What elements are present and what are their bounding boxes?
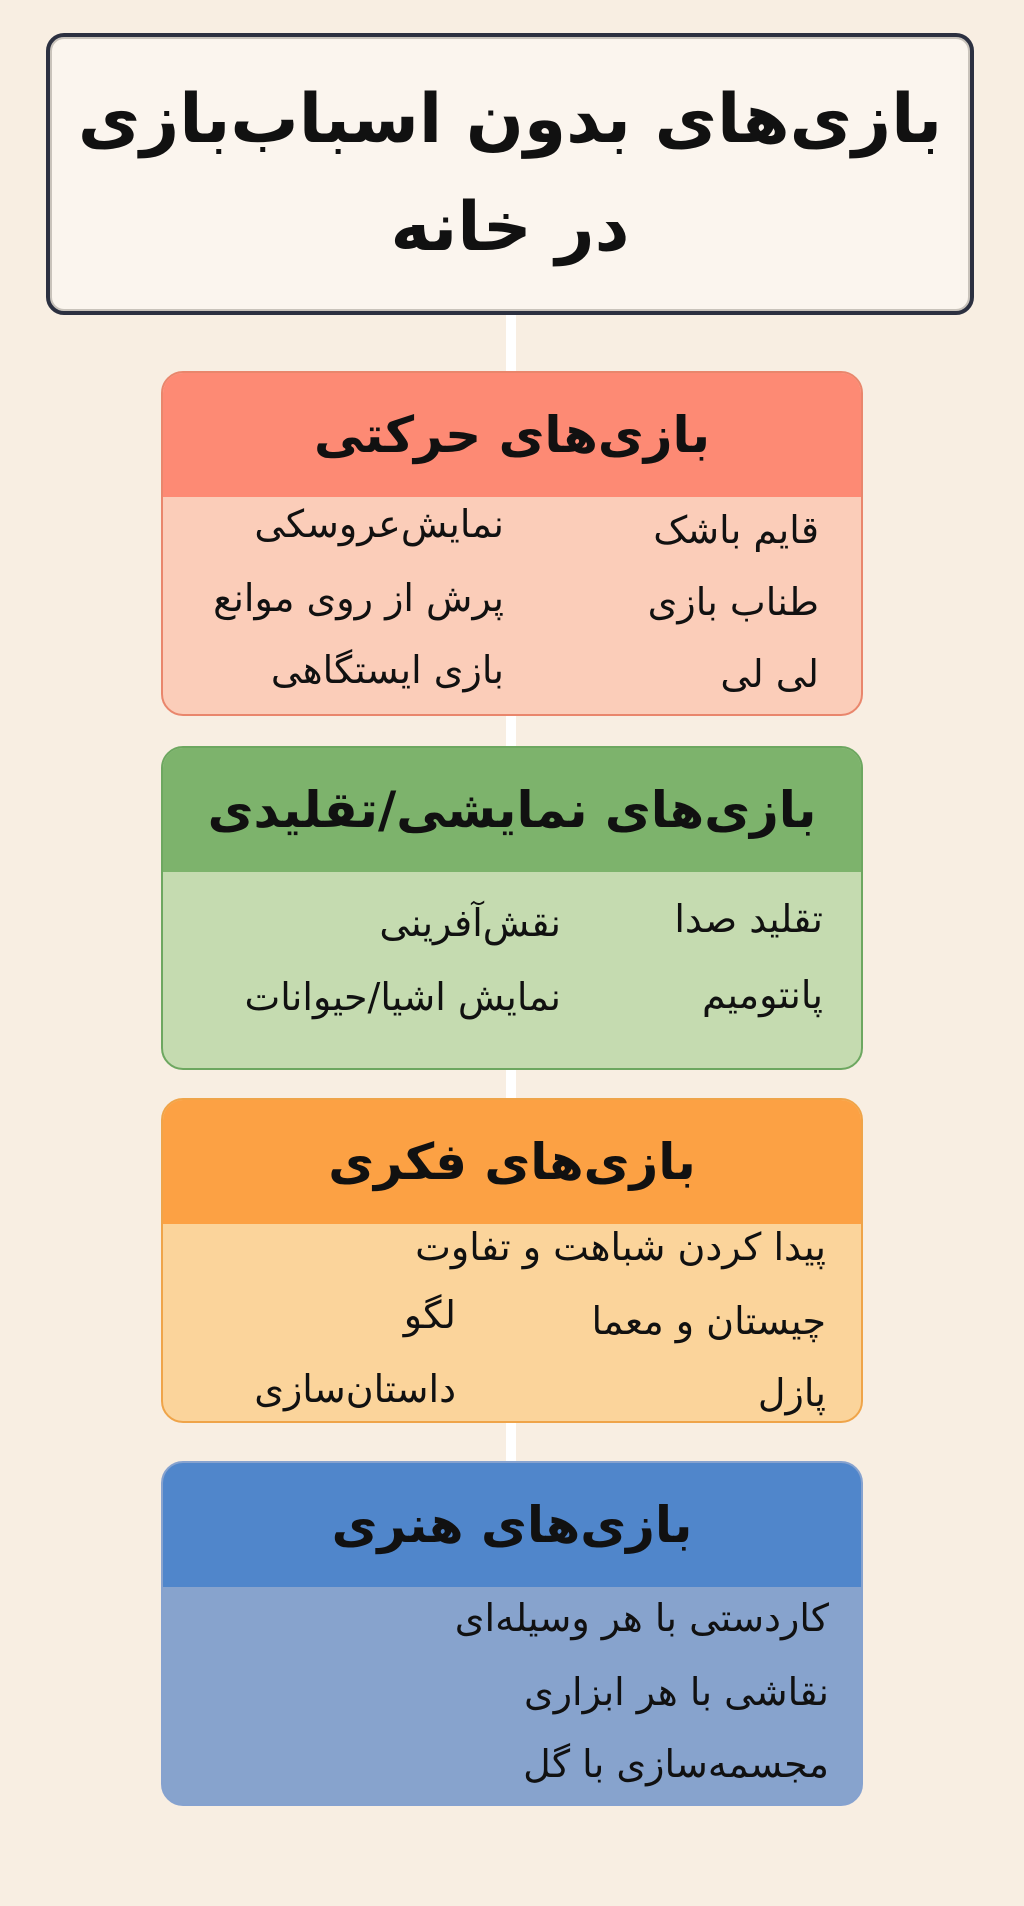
category-title-thinking: بازی‌های فکری bbox=[163, 1100, 861, 1224]
category-title-art: بازی‌های هنری bbox=[163, 1463, 861, 1587]
title-line-2: در خانه bbox=[390, 188, 630, 267]
list-item: داستان‌سازی bbox=[254, 1367, 456, 1411]
category-title-drama: بازی‌های نمایشی/تقلیدی bbox=[163, 748, 861, 872]
list-item: پازل bbox=[757, 1371, 826, 1415]
category-card-thinking bbox=[161, 1098, 863, 1423]
category-card-drama bbox=[161, 746, 863, 1070]
list-item: مجسمه‌سازی با گل bbox=[523, 1742, 829, 1786]
list-item: نمایش اشیا/حیوانات bbox=[244, 975, 561, 1019]
list-item: پانتومیم bbox=[702, 973, 823, 1017]
list-item: پیدا کردن شباهت و تفاوت bbox=[415, 1225, 826, 1269]
title-line-1: بازی‌های بدون اسباب‌بازی bbox=[77, 80, 943, 159]
list-item: پرش از روی موانع bbox=[213, 576, 504, 620]
list-item: چیستان و معما bbox=[591, 1299, 826, 1343]
list-item: بازی ایستگاهی bbox=[270, 648, 504, 692]
list-item: نقاشی با هر ابزاری bbox=[523, 1670, 829, 1714]
list-item: طناب بازی bbox=[647, 580, 819, 624]
list-item: لگو bbox=[403, 1293, 456, 1337]
list-item: لی لی bbox=[720, 652, 819, 696]
list-item: کاردستی با هر وسیله‌ای bbox=[454, 1596, 829, 1640]
list-item: تقلید صدا bbox=[674, 897, 823, 941]
category-card-art bbox=[161, 1461, 863, 1806]
title-box bbox=[46, 33, 974, 315]
list-item: قایم باشک bbox=[653, 508, 819, 552]
category-card-motor bbox=[161, 371, 863, 716]
list-item: نقش‌آفرینی bbox=[379, 901, 561, 945]
category-title-motor: بازی‌های حرکتی bbox=[163, 373, 861, 497]
list-item: نمایش‌عروسکی bbox=[254, 502, 504, 546]
